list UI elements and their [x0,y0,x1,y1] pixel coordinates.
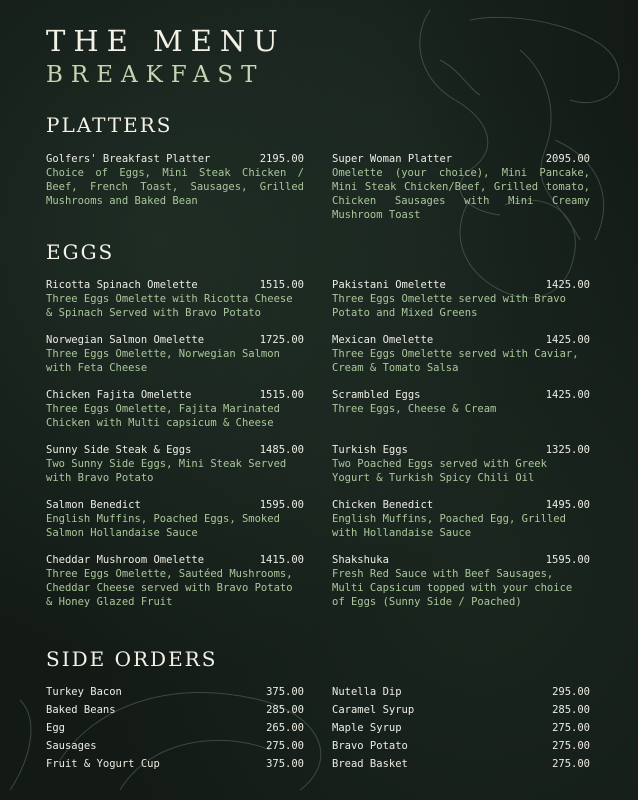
section-heading-side-orders: SIDE ORDERS [46,647,218,671]
item-price: 1425.00 [545,279,590,291]
menu-item [46,388,304,430]
menu-item [46,152,304,208]
item-description: English Muffins, Poached Eggs, Smoked Salmon Hollandaise Sauce [46,513,280,539]
list-item [46,683,304,701]
item-price: 285.00 [266,704,304,716]
item-name: Norwegian Salmon Omelette [46,334,205,346]
list-item [332,755,590,773]
item-price: 1425.00 [545,389,590,401]
item-name: Baked Beans [46,704,116,716]
item-price: 285.00 [552,704,590,716]
item-name: Golfers' Breakfast Platter [46,153,211,165]
menu-item [332,443,590,485]
item-name: Turkish Eggs [332,444,408,456]
item-name: Caramel Syrup [332,704,415,716]
item-name: Shakshuka [332,554,389,566]
item-name: Fruit & Yogurt Cup [46,758,160,770]
item-price: 1495.00 [545,499,590,511]
menu-item [332,388,590,416]
item-name: Cheddar Mushroom Omelette [46,554,205,566]
item-description: Fresh Red Sauce with Beef Sausages, Multi Capsicum topped with your choice of Eggs (Sunny Side / Poached) [332,568,573,608]
item-description: Three Eggs, Cheese & Cream [332,403,497,415]
item-description: English Muffins, Poached Egg, Grilled with Hollandaise Sauce [332,513,566,539]
item-description: Choice of Eggs, Mini Steak Chicken / Beef, French Toast, Sausages, Grilled Mushrooms and Baked Bean [46,167,304,207]
item-description: Two Sunny Side Eggs, Mini Steak Served with Bravo Potato [46,458,287,484]
item-name: Chicken Benedict [332,499,434,511]
menu-item [46,443,304,485]
item-price: 1515.00 [259,389,304,401]
item-price: 1515.00 [259,279,304,291]
item-description: Omelette (your choice), Mini Pancake, Mini Steak Chicken/Beef, Grilled tomato, Chicken Sausages with Mini Creamy Mushroom Toast [332,167,590,221]
item-price: 375.00 [266,686,304,698]
item-price: 2195.00 [259,153,304,165]
list-item [46,737,304,755]
menu-item [46,278,304,320]
item-name: Turkey Bacon [46,686,122,698]
menu-item [332,553,590,609]
item-price: 1595.00 [259,499,304,511]
item-description: Three Eggs Omelette with Ricotta Cheese & Spinach Served with Bravo Potato [46,293,293,319]
item-description: Three Eggs Omelette served with Bravo Potato and Mixed Greens [332,293,566,319]
section-heading-eggs: EGGS [46,240,115,264]
item-price: 265.00 [266,722,304,734]
item-price: 375.00 [266,758,304,770]
menu-item [332,333,590,375]
item-description: Three Eggs Omelette, Fajita Marinated Chicken with Multi capsicum & Cheese [46,403,280,429]
item-name: Salmon Benedict [46,499,141,511]
item-name: Egg [46,722,65,734]
item-price: 1595.00 [545,554,590,566]
menu-item [332,498,590,540]
menu-item [46,333,304,375]
item-description: Two Poached Eggs served with Greek Yogurt & Turkish Spicy Chili Oil [332,458,547,484]
list-item [46,701,304,719]
menu-title: THE MENU [46,24,286,58]
item-name: Nutella Dip [332,686,402,698]
item-name: Ricotta Spinach Omelette [46,279,198,291]
item-name: Super Woman Platter [332,153,453,165]
item-name: Sausages [46,740,97,752]
item-name: Bravo Potato [332,740,408,752]
item-price: 295.00 [552,686,590,698]
side-orders-right-list [332,683,590,773]
menu-item [46,498,304,540]
item-name: Chicken Fajita Omelette [46,389,192,401]
item-price: 275.00 [552,722,590,734]
item-name: Pakistani Omelette [332,279,446,291]
item-name: Scrambled Eggs [332,389,421,401]
list-item [332,737,590,755]
list-item [46,755,304,773]
list-item [46,719,304,737]
item-price: 2095.00 [545,153,590,165]
menu-item [332,278,590,320]
list-item [332,719,590,737]
item-name: Sunny Side Steak & Eggs [46,444,192,456]
item-name: Maple Syrup [332,722,402,734]
list-item [332,701,590,719]
list-item [332,683,590,701]
item-price: 1425.00 [545,334,590,346]
menu-item [332,152,590,222]
item-name: Bread Basket [332,758,408,770]
item-price: 1485.00 [259,444,304,456]
section-heading-platters: PLATTERS [46,113,173,137]
item-price: 275.00 [266,740,304,752]
item-price: 275.00 [552,740,590,752]
menu-item [46,553,304,609]
side-orders-left-list [46,683,304,773]
menu-subtitle: BREAKFAST [46,62,265,88]
item-name: Mexican Omelette [332,334,434,346]
item-description: Three Eggs Omelette, Norwegian Salmon with Feta Cheese [46,348,280,374]
item-price: 1725.00 [259,334,304,346]
item-price: 1415.00 [259,554,304,566]
item-description: Three Eggs Omelette served with Caviar, Cream & Tomato Salsa [332,348,579,374]
item-description: Three Eggs Omelette, Sautéed Mushrooms, Cheddar Cheese served with Bravo Potato & Honey Glazed Fruit [46,568,293,608]
item-price: 275.00 [552,758,590,770]
item-price: 1325.00 [545,444,590,456]
